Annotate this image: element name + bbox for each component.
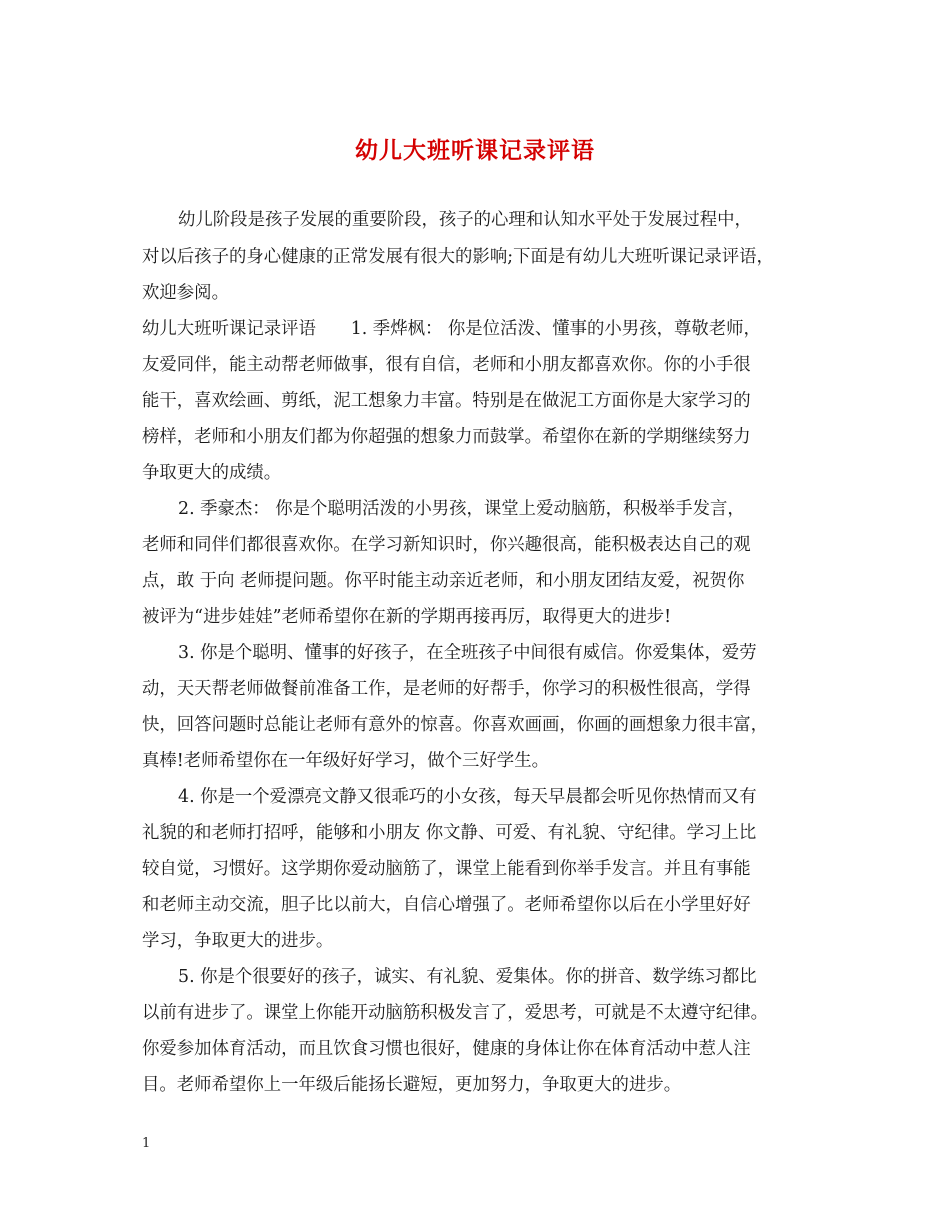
paragraph-line: 幼儿大班听课记录评语 1. 季烨枫： 你是位活泼、懂事的小男孩，尊敬老师， xyxy=(142,319,761,339)
paragraph-line: 动，天天帮老师做餐前准备工作，是老师的好帮手，你学习的积极性很高，学得 xyxy=(142,679,751,699)
paragraph-line: 礼貌的和老师打招呼，能够和小朋友 你文静、可爱、有礼貌、守纪律。学习上比 xyxy=(142,823,757,843)
paragraph-line: 欢迎参阅。 xyxy=(142,283,229,303)
page-number: 1 xyxy=(142,1136,151,1151)
paragraph-line: 学习，争取更大的进步。 xyxy=(142,931,334,951)
paragraph-line: 5. 你是个很要好的孩子，诚实、有礼貌、爱集体。你的拼音、数学练习都比 xyxy=(178,967,757,987)
paragraph-line: 友爱同伴，能主动帮老师做事，很有自信，老师和小朋友都喜欢你。你的小手很 xyxy=(142,355,751,375)
paragraph-line: 和老师主动交流，胆子比以前大，自信心增强了。老师希望你以后在小学里好好 xyxy=(142,895,751,915)
paragraph-line: 被评为“进步娃娃”老师希望你在新的学期再接再厉，取得更大的进步! xyxy=(142,607,672,627)
paragraph-line: 目。老师希望你上一年级后能扬长避短，更加努力，争取更大的进步。 xyxy=(142,1075,682,1095)
paragraph-line: 3. 你是个聪明、懂事的好孩子，在全班孩子中间很有威信。你爱集体，爱劳 xyxy=(178,643,757,663)
paragraph-line: 较自觉，习惯好。这学期你爱动脑筋了，课堂上能看到你举手发言。并且有事能 xyxy=(142,859,751,879)
paragraph-line: 你爱参加体育活动，而且饮食习惯也很好，健康的身体让你在体育活动中惹人注 xyxy=(142,1039,751,1059)
paragraph-line: 老师和同伴们都很喜欢你。在学习新知识时，你兴趣很高，能积极表达自己的观 xyxy=(142,535,751,555)
paragraph-line: 能干，喜欢绘画、剪纸，泥工想象力丰富。特别是在做泥工方面你是大家学习的 xyxy=(142,391,751,411)
paragraph-line: 争取更大的成绩。 xyxy=(142,463,282,483)
paragraph-line: 真棒!老师希望你在一年级好好学习，做个三好学生。 xyxy=(142,751,549,771)
document-title: 幼儿大班听课记录评语 xyxy=(355,137,595,164)
paragraph-line: 以前有进步了。课堂上你能开动脑筋积极发言了，爱思考，可就是不太遵守纪律。 xyxy=(142,1003,769,1023)
paragraph-line: 4. 你是一个爱漂亮文静又很乖巧的小女孩，每天早晨都会听见你热情而又有 xyxy=(178,787,757,807)
paragraph-line: 2. 季豪杰： 你是个聪明活泼的小男孩，课堂上爱动脑筋，积极举手发言， xyxy=(178,499,745,519)
paragraph-line: 幼儿阶段是孩子发展的重要阶段，孩子的心理和认知水平处于发展过程中， xyxy=(178,210,752,230)
paragraph-line: 点，敢 于向 老师提问题。你平时能主动亲近老师，和小朋友团结友爱，祝贺你 xyxy=(142,571,745,591)
paragraph-line: 快，回答问题时总能让老师有意外的惊喜。你喜欢画画，你画的画想象力很丰富， xyxy=(142,715,769,735)
paragraph-line: 对以后孩子的身心健康的正常发展有很大的影响;下面是有幼儿大班听课记录评语， xyxy=(142,247,774,267)
paragraph-line: 榜样，老师和小朋友们都为你超强的想象力而鼓掌。希望你在新的学期继续努力 xyxy=(142,427,751,447)
